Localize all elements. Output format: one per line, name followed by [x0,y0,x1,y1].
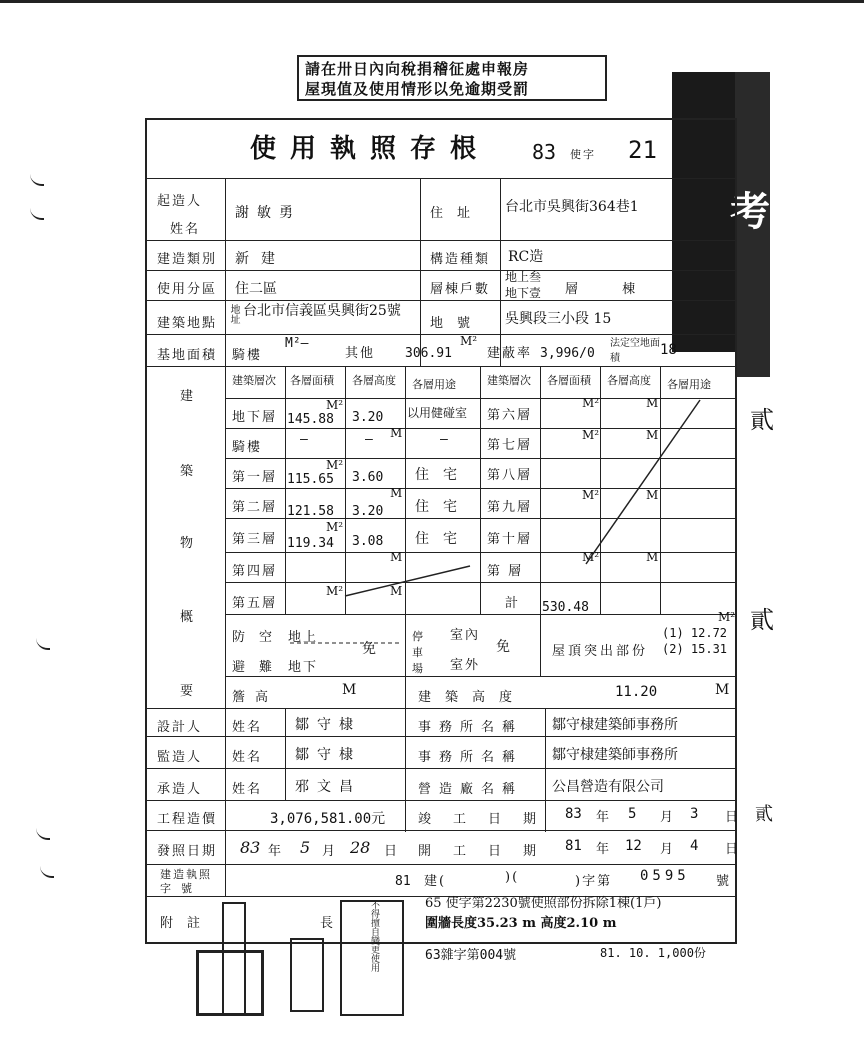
floor-2-area: 121.58 [287,504,334,519]
structure-value: RC造 [508,249,544,265]
floor-6-name: 第六層 [487,408,533,423]
permit-year: 83 [532,140,557,164]
floor-3-use: 住宅 [415,531,471,547]
floor-9-name: 第九層 [487,500,533,515]
total-area: 530.48 [542,600,589,615]
unit-m2: M² [326,520,344,534]
floor-1-name: 第一層 [232,470,278,485]
structure-label: 構造種類 [430,252,491,267]
floor-1-use: 住宅 [415,467,471,483]
summary-side-1: 建 [180,389,196,404]
unit-year: 年 [596,810,612,825]
right-margin-char-1: 貳 [750,406,776,434]
floor-4-name: 第四層 [232,564,278,579]
unit-m2: M² [582,488,600,502]
summary-side-4: 概 [180,610,196,625]
unit-m: M [390,426,403,440]
arcade-value: M²— [285,336,309,351]
roof-protrusion-label: 屋頂突出部份 [552,644,649,659]
unit-m2: M² [326,398,344,412]
col-header-use: 各層用途 [412,378,456,391]
parking-value: 免 [496,639,510,655]
unit-year: 年 [268,844,284,859]
unit-day: 日 [384,844,400,859]
col-header-height-r: 各層高度 [607,374,651,387]
form-number: 63雜字第004號 [425,948,517,963]
shelter-below: 地下 [288,660,319,675]
notes-line-2: 圍牆長度35.23 m 高度2.10 m [425,916,617,931]
permit-number: 0595 [640,868,690,884]
parking-indoor: 室內 [450,628,481,643]
unit-day: 日 [725,810,741,825]
permit-label-2: 字號 [160,882,202,895]
floor-arcade-area: — [300,432,308,447]
roof-protrusion-2: (2) 15.31 [662,642,728,656]
done-month: 5 [628,806,637,822]
land-area-label: 基地面積 [157,348,218,363]
floor-3-name: 第三層 [232,532,278,547]
bldg-height-value: 11.20 [615,684,658,700]
issue-date-label: 發照日期 [157,844,218,859]
col-header-use-r: 各層用途 [667,378,711,391]
vertical-stamp-text: 不得擅自變更使用 [369,900,379,972]
contractor-firm: 公昌營造有限公司 [552,779,664,795]
site-address-prefix: 地址 [228,304,239,324]
bldg-height-unit: M [715,682,730,698]
start-year: 81 [565,838,582,854]
supervisor-name: 鄒守棣 [295,747,361,763]
lot-value: 吳興段三小段 15 [505,311,612,327]
contractor-name-label: 姓名 [232,782,263,797]
done-date-label: 竣工日期 [418,812,559,827]
start-date-label: 開工日期 [418,844,559,859]
floor-b1-use: 以用健碰室 [407,406,468,420]
serial-number: 21 [628,136,657,164]
done-day: 3 [690,806,699,822]
unit-m2: M² [326,584,344,598]
roof-protrusion-1: (1) 12.72 [662,626,728,640]
permit-mid: )( [505,870,520,885]
notes-line-1: 65 使字第2230號使照部份拆除1棟(1戶) [425,896,662,911]
open-space-value: 18 [660,342,677,358]
bldg-height-label: 建築高度 [418,690,527,705]
arcade-label: 騎樓 [232,348,263,363]
summary-side-2: 築 [180,464,196,479]
permit-label-1: 建造執照 [160,868,212,881]
floor-arcade-height: — [365,432,373,447]
supervisor-label: 監造人 [157,750,203,765]
open-space-label: 法定空地面積 [610,338,660,364]
shelter-above: 地上 [288,630,319,645]
unit-m: M [390,550,403,564]
unit-m: M [646,428,659,442]
notes-label: 附註 [160,916,215,931]
build-type-value: 新建 [235,251,287,267]
build-type-label: 建造類別 [157,252,218,267]
issue-year: 83 [240,838,261,857]
issue-month: 5 [300,838,311,857]
floor-7-name: 第七層 [487,438,533,453]
total-label: 計 [505,596,521,611]
unit-m2: M² [326,458,344,472]
other-value: 306.91 [405,346,452,361]
designer-office-label: 事務所名稱 [418,720,524,735]
unit-m: M [646,488,659,502]
parking-label: 停車場 [412,630,423,675]
floor-1-area: 115.65 [287,472,334,487]
permit-suffix: )字第 [575,874,613,889]
cost-label: 工程造價 [157,812,218,827]
floor-b1-area: 145.88 [287,412,334,427]
unit-m2: M² [582,428,600,442]
floor-8-name: 第八層 [487,468,533,483]
notice-line-1: 請在卅日內向稅捐稽征處申報房 [305,60,530,78]
permit-year: 81 [395,874,411,889]
start-month: 12 [625,838,642,854]
shelter-label-2: 避難 [232,660,287,675]
done-year: 83 [565,806,582,822]
summary-side-5: 要 [180,684,196,699]
permit-prefix: 建( [424,874,447,889]
floors-below: 地下壹 [505,286,542,300]
col-header-floor: 建築層次 [232,374,276,387]
zone-label: 使用分區 [157,282,218,297]
seal-official [340,900,404,1016]
designer-name: 鄒守棣 [295,717,361,733]
unit-m2: M² [718,610,736,624]
floor-2-use: 住宅 [415,499,471,515]
col-header-area-r: 各層面積 [547,374,591,387]
floor-1-height: 3.60 [352,470,384,485]
unit-m: M [646,550,659,564]
unit-year: 年 [596,842,612,857]
designer-name-label: 姓名 [232,720,263,735]
applicant-label: 起造人 [157,194,203,209]
floor-2-name: 第二層 [232,500,278,515]
seal-square [196,950,264,1016]
unit-month: 月 [660,810,676,825]
designer-office: 鄒守棣建築師事務所 [552,717,678,733]
other-label: 其他 [345,346,376,361]
seal-personal [290,938,324,1012]
unit-m: M [390,584,403,598]
floor-n-name: 第 層 [487,564,524,579]
serial-label: 使字 [570,148,596,161]
floor-b1-height: 3.20 [352,410,384,425]
contractor-label: 承造人 [157,782,203,797]
unit-m: M [646,396,659,410]
floor-5-name: 第五層 [232,596,278,611]
floor-b1-name: 地下層 [232,410,278,425]
applicant-address: 台北市吳興街364巷1 [505,199,639,215]
shelter-exempt: 免 [362,641,376,657]
unit-m: M [390,486,403,500]
floor-3-height: 3.08 [352,534,384,549]
ratio-label: 建蔽率 [487,346,533,361]
floors-above: 地上叁 [505,270,542,284]
right-margin-char-3: 貳 [755,804,775,825]
unit-month: 月 [322,844,338,859]
other-unit: M² [460,334,478,348]
floors-suffix: 層 棟 [565,282,656,297]
floor-arcade-use: — [440,432,448,447]
floor-arcade-name: 騎樓 [232,440,263,455]
col-header-area: 各層面積 [290,374,334,387]
print-info: 81. 10. 1,000份 [600,946,706,960]
site-label: 建築地點 [157,316,218,331]
contractor-firm-label: 營造廠名稱 [418,782,524,797]
address-label: 住址 [430,206,485,221]
col-header-floor-r: 建築層次 [487,374,531,387]
zone-value: 住二區 [235,281,277,297]
applicant-name: 謝敏勇 [235,205,301,221]
eaves-value: M [342,682,357,698]
unit-day: 日 [725,842,741,857]
right-seal-char: 考 [730,188,770,235]
summary-side-3: 物 [180,536,196,551]
start-day: 4 [690,838,699,854]
floor-10-name: 第十層 [487,532,533,547]
permit-no-suffix: 號 [716,874,732,889]
shelter-label-1: 防空 [232,630,287,645]
floors-label: 層棟戶數 [430,282,491,297]
ratio-value: 3,996/0 [540,346,595,361]
col-header-height: 各層高度 [352,374,396,387]
eaves-label: 簷高 [232,690,279,705]
unit-m2: M² [582,396,600,410]
floor-2-height: 3.20 [352,504,384,519]
applicant-name-label: 姓名 [170,222,201,237]
notes-stamp-text: 長 [320,916,336,931]
supervisor-office-label: 事務所名稱 [418,750,524,765]
parking-outdoor: 室外 [450,658,481,673]
right-margin-char-2: 貳 [750,606,776,634]
unit-month: 月 [660,842,676,857]
form-title: 使用執照存根 [250,134,491,164]
floor-3-area: 119.34 [287,536,334,551]
supervisor-name-label: 姓名 [232,750,263,765]
site-address: 台北市信義區吳興街25號 [243,303,401,319]
issue-day: 28 [350,838,371,857]
designer-label: 設計人 [157,720,203,735]
cost-value: 3,076,581.00元 [270,811,386,827]
lot-label: 地號 [430,316,485,331]
contractor-name: 邪文昌 [295,779,361,795]
notice-line-2: 屋現值及使用情形以免逾期受罰 [305,80,530,98]
supervisor-office: 鄒守棣建築師事務所 [552,747,678,763]
unit-m2: M² [582,550,600,564]
